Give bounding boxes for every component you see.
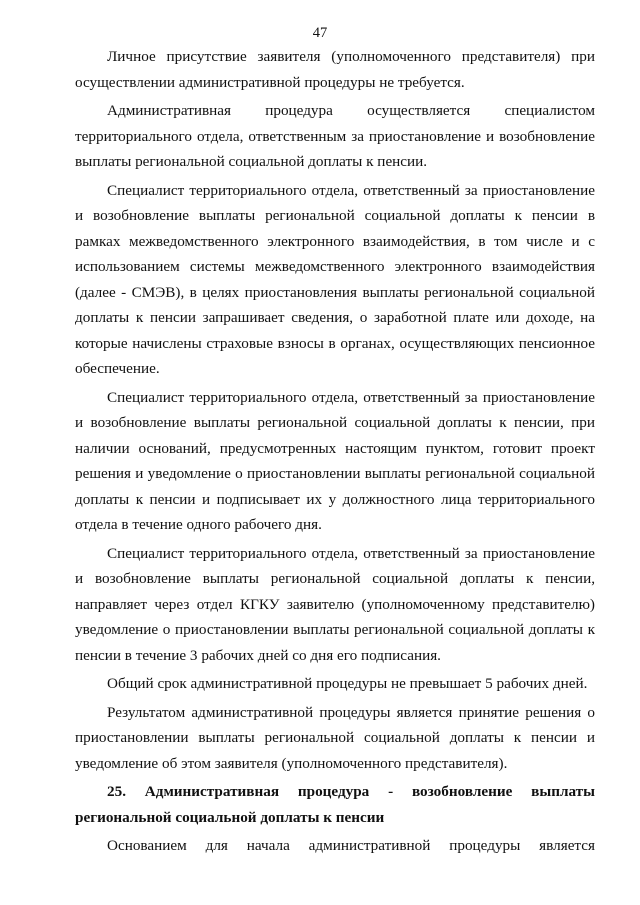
paragraph-smev-request: Специалист территориального отдела, ответственный за приостановление и возобновление выплаты региональной социальной доплаты к пенсии в рамках межведомственного электронного взаимодействия, в том числе и с использованием системы межведомственного электронного взаимодействия (далее - СМЭВ), в целях приостановления выплаты региональной социальной доплаты к пенсии запрашивает сведения, о заработной плате или доходе, на которые начислены страховые взносы в органах, осуществляющих пенсионное обеспечение. — [75, 181, 595, 377]
paragraph-total-term: Общий срок административной процедуры не превышает 5 рабочих дней. — [107, 675, 588, 692]
section-heading: 25. Административная процедура - возобновление выплаты региональной социальной доплаты к пенсии — [75, 783, 595, 826]
document-body — [75, 44, 595, 859]
paragraph-decision-draft: Специалист территориального отдела, ответственный за приостановление и возобновление выплаты региональной социальной доплаты к пенсии, при наличии оснований, предусмотренных настоящим пунктом, готовит проект решения и уведомление о приостановлении выплаты региональной социальной доплаты к пенсии и подписывает их у должностного лица территориального отдела в течение одного рабочего дня. — [75, 388, 595, 533]
paragraph-personal-presence: Личное присутствие заявителя (уполномоченного представителя) при осуществлении административной процедуры не требуется. — [75, 48, 595, 91]
page-number: 47 — [312, 25, 328, 41]
paragraph-notification-sending: Специалист территориального отдела, ответственный за приостановление и возобновление выплаты региональной социальной доплаты к пенсии, направляет через отдел КГКУ заявителю (уполномоченному представителю) уведомление о приостановлении выплаты региональной социальной доплаты к пенсии в течение 3 рабочих дней со дня его подписания. — [75, 544, 595, 664]
paragraph-basis-start: Основанием для начала административной процедуры является — [107, 837, 595, 854]
paragraph-result: Результатом административной процедуры является принятие решения о приостановлении выплаты региональной социальной доплаты к пенсии и уведомление об этом заявителя (уполномоченного представителя). — [75, 703, 595, 772]
paragraph-procedure-performer: Административная процедура осуществляется специалистом территориального отдела, ответственным за приостановление и возобновление выплаты региональной социальной доплаты к пенсии. — [75, 102, 595, 170]
